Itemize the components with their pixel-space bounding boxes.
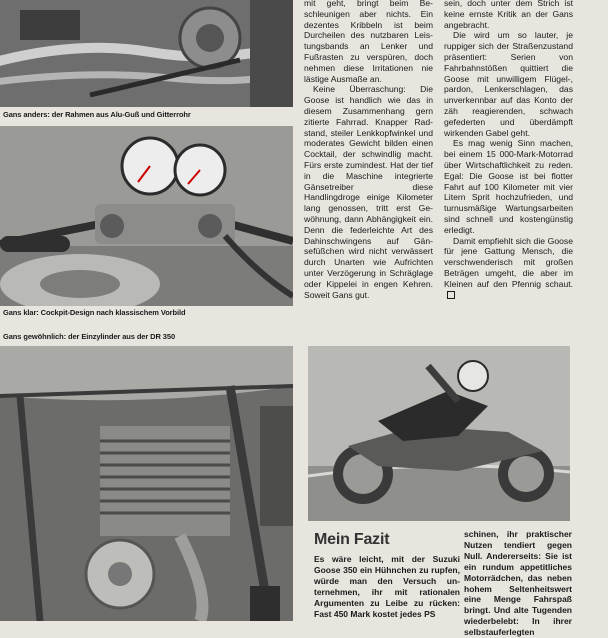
fazit-text-right <box>464 529 572 638</box>
paragraph: mit geht, bringt beim Beschleunigen aber nichts. Ein dezentes Kribbeln ist beim Durcheilen des nutzbaren Leistungsbands an Lenker und Fußrasten zu verspüren, doch nehmen diese Irritationen nie lästige Ausmaße an. <box>304 0 433 84</box>
fazit-paragraph-right: schinen, ihr praktischer Nutzen tendiert gegen Null. Andererseits: Sie ist ein rundum appetitliches Motorrädchen, das neben hohem Seltenheitswert eine Menge Fahrspaß bringt. Und alte Tugenden wiederbelebt: In ihrer selbstauferlegten <box>464 529 572 638</box>
paragraph: sein, doch unter dem Strich ist keine ernste Kritik an der Gans angebracht. <box>444 0 573 30</box>
fazit-paragraph-left: Es wäre leicht, mit der Suzuki Goose 350 ein Hühnchen zu rupfen, würde man den Versuch unternehmen, ihr mit rationalen Argumenten zu Leibe zu rücken: Fast 450 Mark kostet jedes PS <box>314 554 460 619</box>
article-column-middle <box>304 0 433 300</box>
fazit-title: Mein Fazit <box>314 531 390 548</box>
paragraph: Keine Überraschung: Die Goose ist handlich wie das in diesem Zusammenhang gern zitierte Fahrrad. Knapper Radstand, steiler Lenkkopfwinkel und moderates Gewicht bilden einen Cocktail, der schwindlig macht. Fürs erste zumindest. Hat der tief in die Maschine integrierte Gänsetreiber diese Handlingdroge einige Kilometer lang genossen, tritt erst Gewöhnung, dann Abhängigkeit ein. Denn die federleichte Art des Dahinschwingens auf Gänsefüßchen wird nicht verwässert durch Unarten wie Aufrichten unter Verzögerung in Schräglage oder Kippelei in engen Kehren. Soweit Gans gut. <box>304 84 433 300</box>
engine-photo <box>0 346 293 621</box>
cockpit-caption: Gans klar: Cockpit-Design nach klassischem Vorbild <box>3 308 186 317</box>
end-mark-icon <box>447 291 455 299</box>
cockpit-photo <box>0 126 293 306</box>
paragraph: Es mag wenig Sinn machen, bei einem 15 000-Mark-Motorrad über Wirtschaftlichkeit zu reden. Egal: Die Goose ist bei flotter Fahrt auf 100 Kilometer mit vier Litern Sprit hochzufrieden, und turnusmäßige Wartungsarbeiten sind schnell und kostengünstig erledigt. <box>444 138 573 235</box>
engine-caption: Gans gewöhnlich: der Einzylinder aus der DR 350 <box>3 332 176 341</box>
rider-photo <box>308 346 570 521</box>
frame-photo <box>0 0 293 107</box>
paragraph: Damit empfiehlt sich die Goose für jene Gattung Mensch, die verschwenderisch mit großen Beträgen umgeht, die aber im Kleinen auf den Pfennig schaut. <box>444 236 573 301</box>
fazit-text-left <box>314 554 460 619</box>
article-column-right <box>444 0 573 300</box>
paragraph: Die wird um so lauter, je ruppiger sich der Straßenzustand präsentiert: Serien von Fahrbahnstößen quittiert die Goose mit unwilligem Flügel-, pardon, Lenkerschlagen, das unverkennbar auf das Konto der zäh reagierenden, schwach gefederten und überdämpft wirkenden Gabel geht. <box>444 30 573 138</box>
frame-caption: Gans anders: der Rahmen aus Alu-Guß und Gitterrohr <box>3 110 191 119</box>
